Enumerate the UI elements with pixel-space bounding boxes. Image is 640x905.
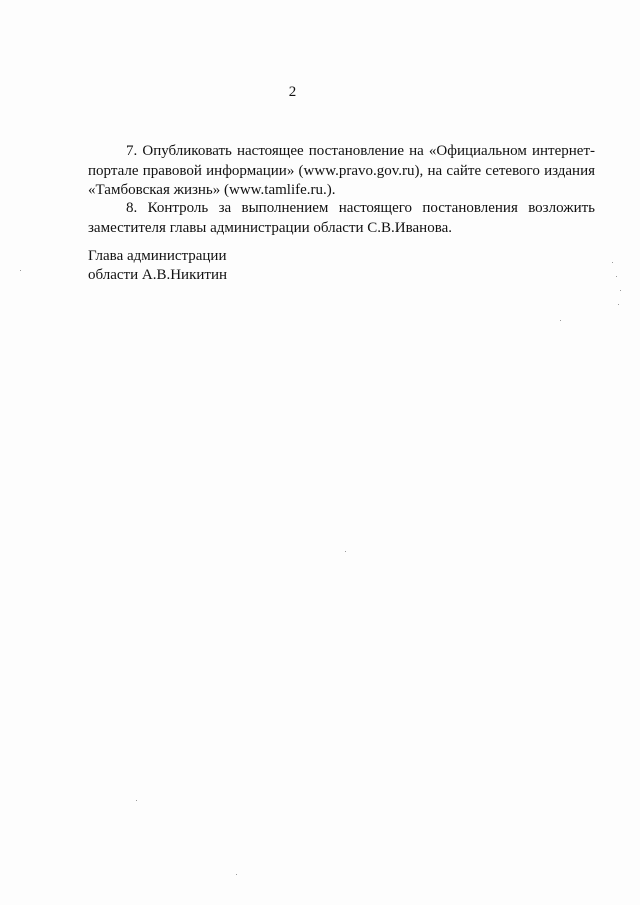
scan-speck [236,874,237,875]
signature-name-line: области А.В.Никитин [88,267,228,283]
scan-speck [612,262,613,263]
signature-block [88,247,227,285]
scan-speck [616,276,617,277]
scan-speck [345,551,346,552]
scan-speck [618,304,619,305]
scan-speck [136,800,137,801]
scan-speck [20,270,21,271]
paragraph-item-7: 7. Опубликовать настоящее постановление на «Официальном интернет-портале правовой информации» (www.pravo.gov.ru), на сайте сетевого издания «Тамбовская жизнь» (www.tamlife.ru.). [88,143,595,198]
signature-position: Глава администрации [88,248,227,264]
page-number: 2 [288,84,297,100]
scan-speck [620,290,621,291]
scan-speck [560,320,561,321]
paragraph-item-8: 8. Контроль за выполнением настоящего постановления возложить заместителя главы администрации области С.В.Иванова. [88,200,595,236]
